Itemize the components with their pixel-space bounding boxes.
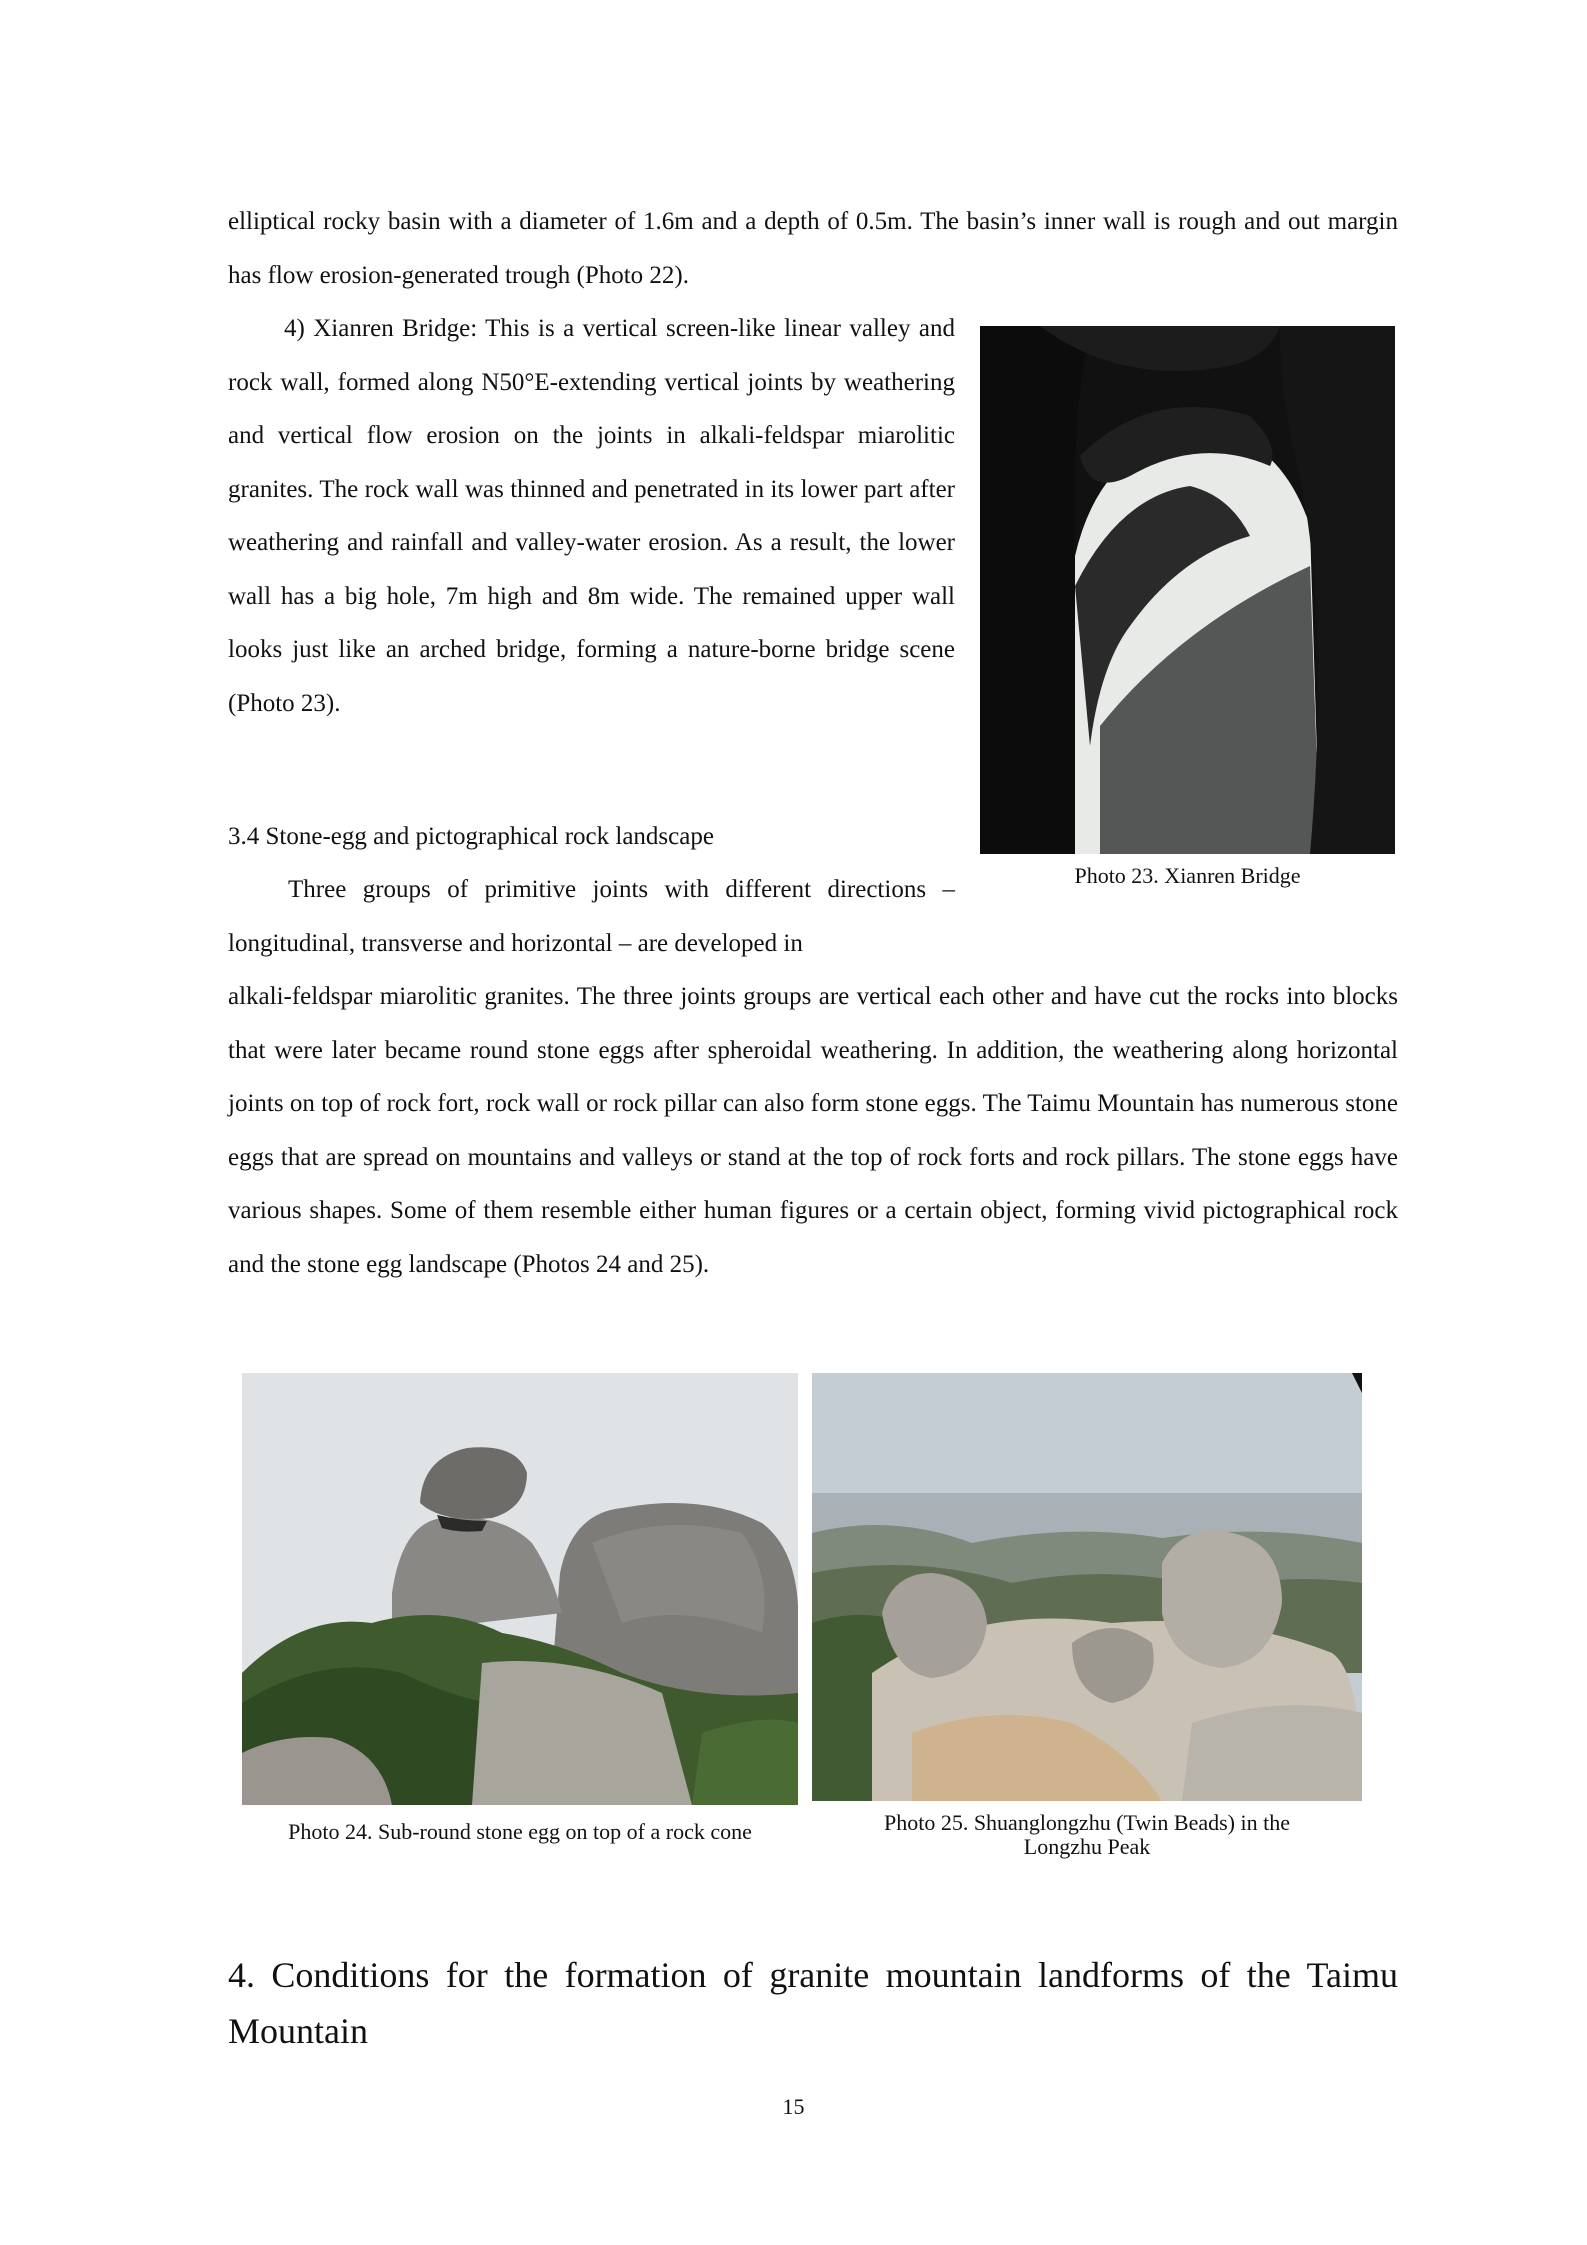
- caption-photo-25-line1: Photo 25. Shuanglongzhu (Twin Beads) in the: [883, 1810, 1291, 1835]
- section-title: 4. Conditions for the formation of granite mountain landforms of the Taimu Mountain: [228, 1955, 1398, 2051]
- photo-xianren-bridge-image: [980, 326, 1395, 854]
- caption-photo-25: [812, 1811, 1362, 1859]
- caption-photo-23: Photo 23. Xianren Bridge: [1074, 863, 1301, 888]
- photo-stone-egg-rock-cone: [242, 1373, 798, 1805]
- paragraph-joints-start: Three groups of primitive joints with different directions – longitudinal, transverse and horizontal – are developed in: [228, 876, 955, 957]
- photo-xianren-bridge: [980, 326, 1395, 854]
- paragraph-basin: elliptical rocky basin with a diameter of 1.6m and a depth of 0.5m. The basin’s inner wall is rough and out margin has flow erosion-generated trough (Photo 22).: [228, 208, 1398, 289]
- subsection-heading: 3.4 Stone-egg and pictographical rock landscape: [228, 823, 714, 850]
- caption-photo-24: Photo 24. Sub-round stone egg on top of a rock cone: [288, 1819, 752, 1844]
- photo-stone-egg-rock-cone-image: [242, 1373, 798, 1805]
- photo-twin-beads: [812, 1373, 1362, 1801]
- paragraph-joints-continued: alkali-feldspar miarolitic granites. The three joints groups are vertical each other and have cut the rocks into blocks that were later became round stone eggs after spheroidal weathering. In addition, the weathering along horizontal joints on top of rock fort, rock wall or rock pillar can also form stone eggs. The Taimu Mountain has numerous stone eggs that are spread on mountains and valleys or stand at the top of rock forts and rock pillars. The stone eggs have various shapes. Some of them resemble either human figures or a certain object, forming vivid pictographical rock and the stone egg landscape (Photos 24 and 25).: [228, 983, 1398, 1278]
- page-number: 15: [782, 2094, 805, 2119]
- caption-photo-25-line2: Longzhu Peak: [1023, 1834, 1151, 1859]
- photo-twin-beads-image: [812, 1373, 1362, 1801]
- paragraph-xianren-bridge: 4) Xianren Bridge: This is a vertical screen-like linear valley and rock wall, formed along N50°E-extending vertical joints by weathering and vertical flow erosion on the joints in alkali-feldspar miarolitic granites. The rock wall was thinned and penetrated in its lower part after weathering and rainfall and valley-water erosion. As a result, the lower wall has a big hole, 7m high and 8m wide. The remained upper wall looks just like an arched bridge, forming a nature-borne bridge scene (Photo 23).: [228, 315, 955, 717]
